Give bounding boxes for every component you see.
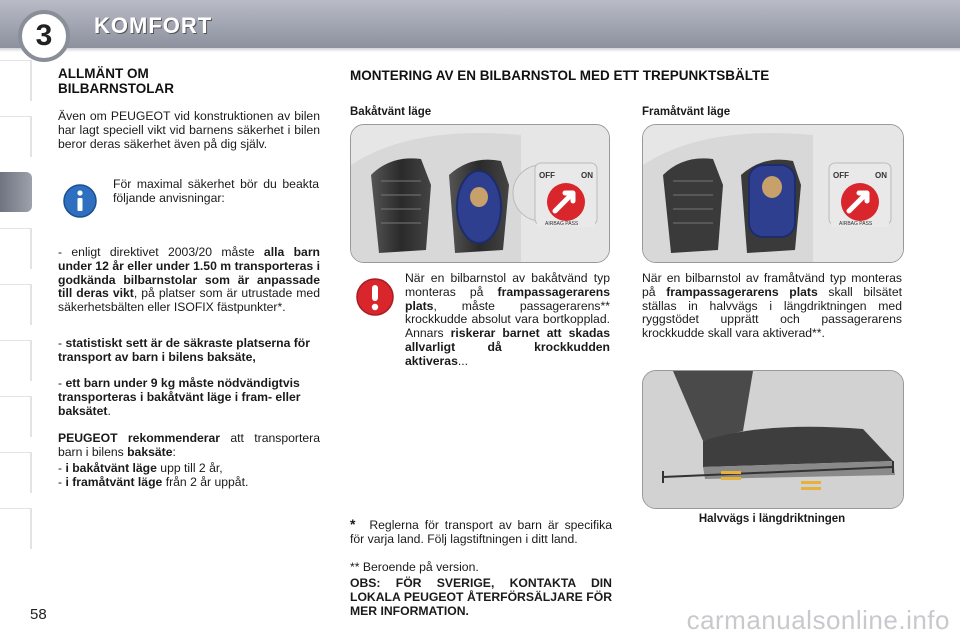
section-title: ALLMÄNT OM BILBARNSTOLAR bbox=[58, 66, 174, 96]
airbag-on-arrow-icon bbox=[839, 181, 881, 223]
seat-position-illustration bbox=[642, 370, 904, 509]
chapter-tab[interactable] bbox=[0, 452, 32, 493]
chapter-number: 3 bbox=[18, 10, 70, 62]
footnote-1: * Reglerna för transport av barn är specifika för varja land. Följ lagstiftningen i ditt land. bbox=[350, 516, 612, 546]
rear-facing-illustration bbox=[350, 124, 610, 263]
chapter-tab[interactable] bbox=[0, 116, 32, 157]
intro-paragraph: Även om PEUGEOT vid konstruktionen av bilen har lagt speciell vikt vid barnens säkerhet i bilen beror deras säkerhet även på dig själv. bbox=[58, 109, 320, 151]
watermark: carmanualsonline.info bbox=[686, 605, 950, 635]
rear-warning-text: När en bilbarnstol av bakåtvänd typ monteras på frampassagerarens plats, måste passagerarens** krockkudde absolut vara bortkopplad. Annars riskerar barnet att skadas allvarligt då krockkudden aktiveras... bbox=[405, 271, 610, 368]
seat-position-caption: Halvvägs i längdriktningen bbox=[698, 513, 846, 525]
forward-facing-text: När en bilbarnstol av framåtvänd typ monteras på frampassagerarens plats skall bilsätet ställas in halvvägs i längdriktningen med ryggstödet upprätt och passagerarens krockkudde skall vara aktiverad**. bbox=[642, 271, 902, 341]
rec-forward-facing: - i framåtvänt läge från 2 år uppåt. bbox=[58, 475, 249, 489]
main-title: MONTERING AV EN BILBARNSTOL MED ETT TREPUNKTSBÄLTE bbox=[350, 68, 770, 83]
chapter-tabs bbox=[0, 60, 34, 580]
airbag-panel: OFF ON AIRBAG PASS bbox=[539, 171, 593, 227]
airbag-off-arrow-icon bbox=[545, 181, 587, 223]
info-icon bbox=[62, 183, 98, 219]
chapter-tab[interactable] bbox=[0, 60, 32, 101]
left-column bbox=[58, 66, 320, 151]
chapter-tab[interactable] bbox=[0, 508, 32, 549]
chapter-title: KOMFORT bbox=[94, 13, 213, 38]
rear-facing-subtitle: Bakåtvänt läge bbox=[350, 106, 432, 118]
bullet-directive: - enligt direktivet 2003/20 måste alla barn under 12 år eller under 1.50 m transporteras i godkända bilbarnstolar som är anpassade till deras vikt, på platser som är utrustade med säkerhetsbälten eller ISOFIX fästpunkter*. bbox=[58, 245, 321, 315]
info-text: För maximal säkerhet bör du beakta följande anvisningar: bbox=[113, 177, 319, 205]
header-shadow bbox=[0, 48, 960, 52]
chapter-tab-active[interactable] bbox=[0, 172, 32, 212]
warning-icon bbox=[355, 277, 395, 317]
forward-facing-subtitle: Framåtvänt läge bbox=[642, 106, 731, 118]
page-number: 58 bbox=[30, 606, 47, 623]
rec-rear-facing: - i bakåtvänt läge upp till 2 år, bbox=[58, 461, 223, 475]
airbag-panel: OFF ON AIRBAG PASS bbox=[833, 171, 887, 227]
bullet-9kg: - ett barn under 9 kg måste nödvändigtvis transporteras i bakåtvänt läge i fram- eller baksätet. bbox=[58, 376, 301, 418]
footnote-2: ** Beroende på version. bbox=[350, 560, 479, 574]
chapter-tab[interactable] bbox=[0, 228, 32, 269]
chapter-tab[interactable] bbox=[0, 396, 32, 437]
obs-note: OBS: FÖR SVERIGE, KONTAKTA DIN LOKALA PEUGEOT ÅTERFÖRSÄLJARE FÖR MER INFORMATION. bbox=[350, 576, 612, 618]
forward-facing-illustration bbox=[642, 124, 904, 263]
chapter-tab[interactable] bbox=[0, 340, 32, 381]
chapter-tab[interactable] bbox=[0, 284, 32, 325]
recommendation: PEUGEOT rekommenderar att transportera barn i bilens baksäte: bbox=[58, 431, 320, 459]
bullet-backseat: - statistiskt sett är de säkraste platserna för transport av barn i bilens baksäte, bbox=[58, 336, 310, 364]
